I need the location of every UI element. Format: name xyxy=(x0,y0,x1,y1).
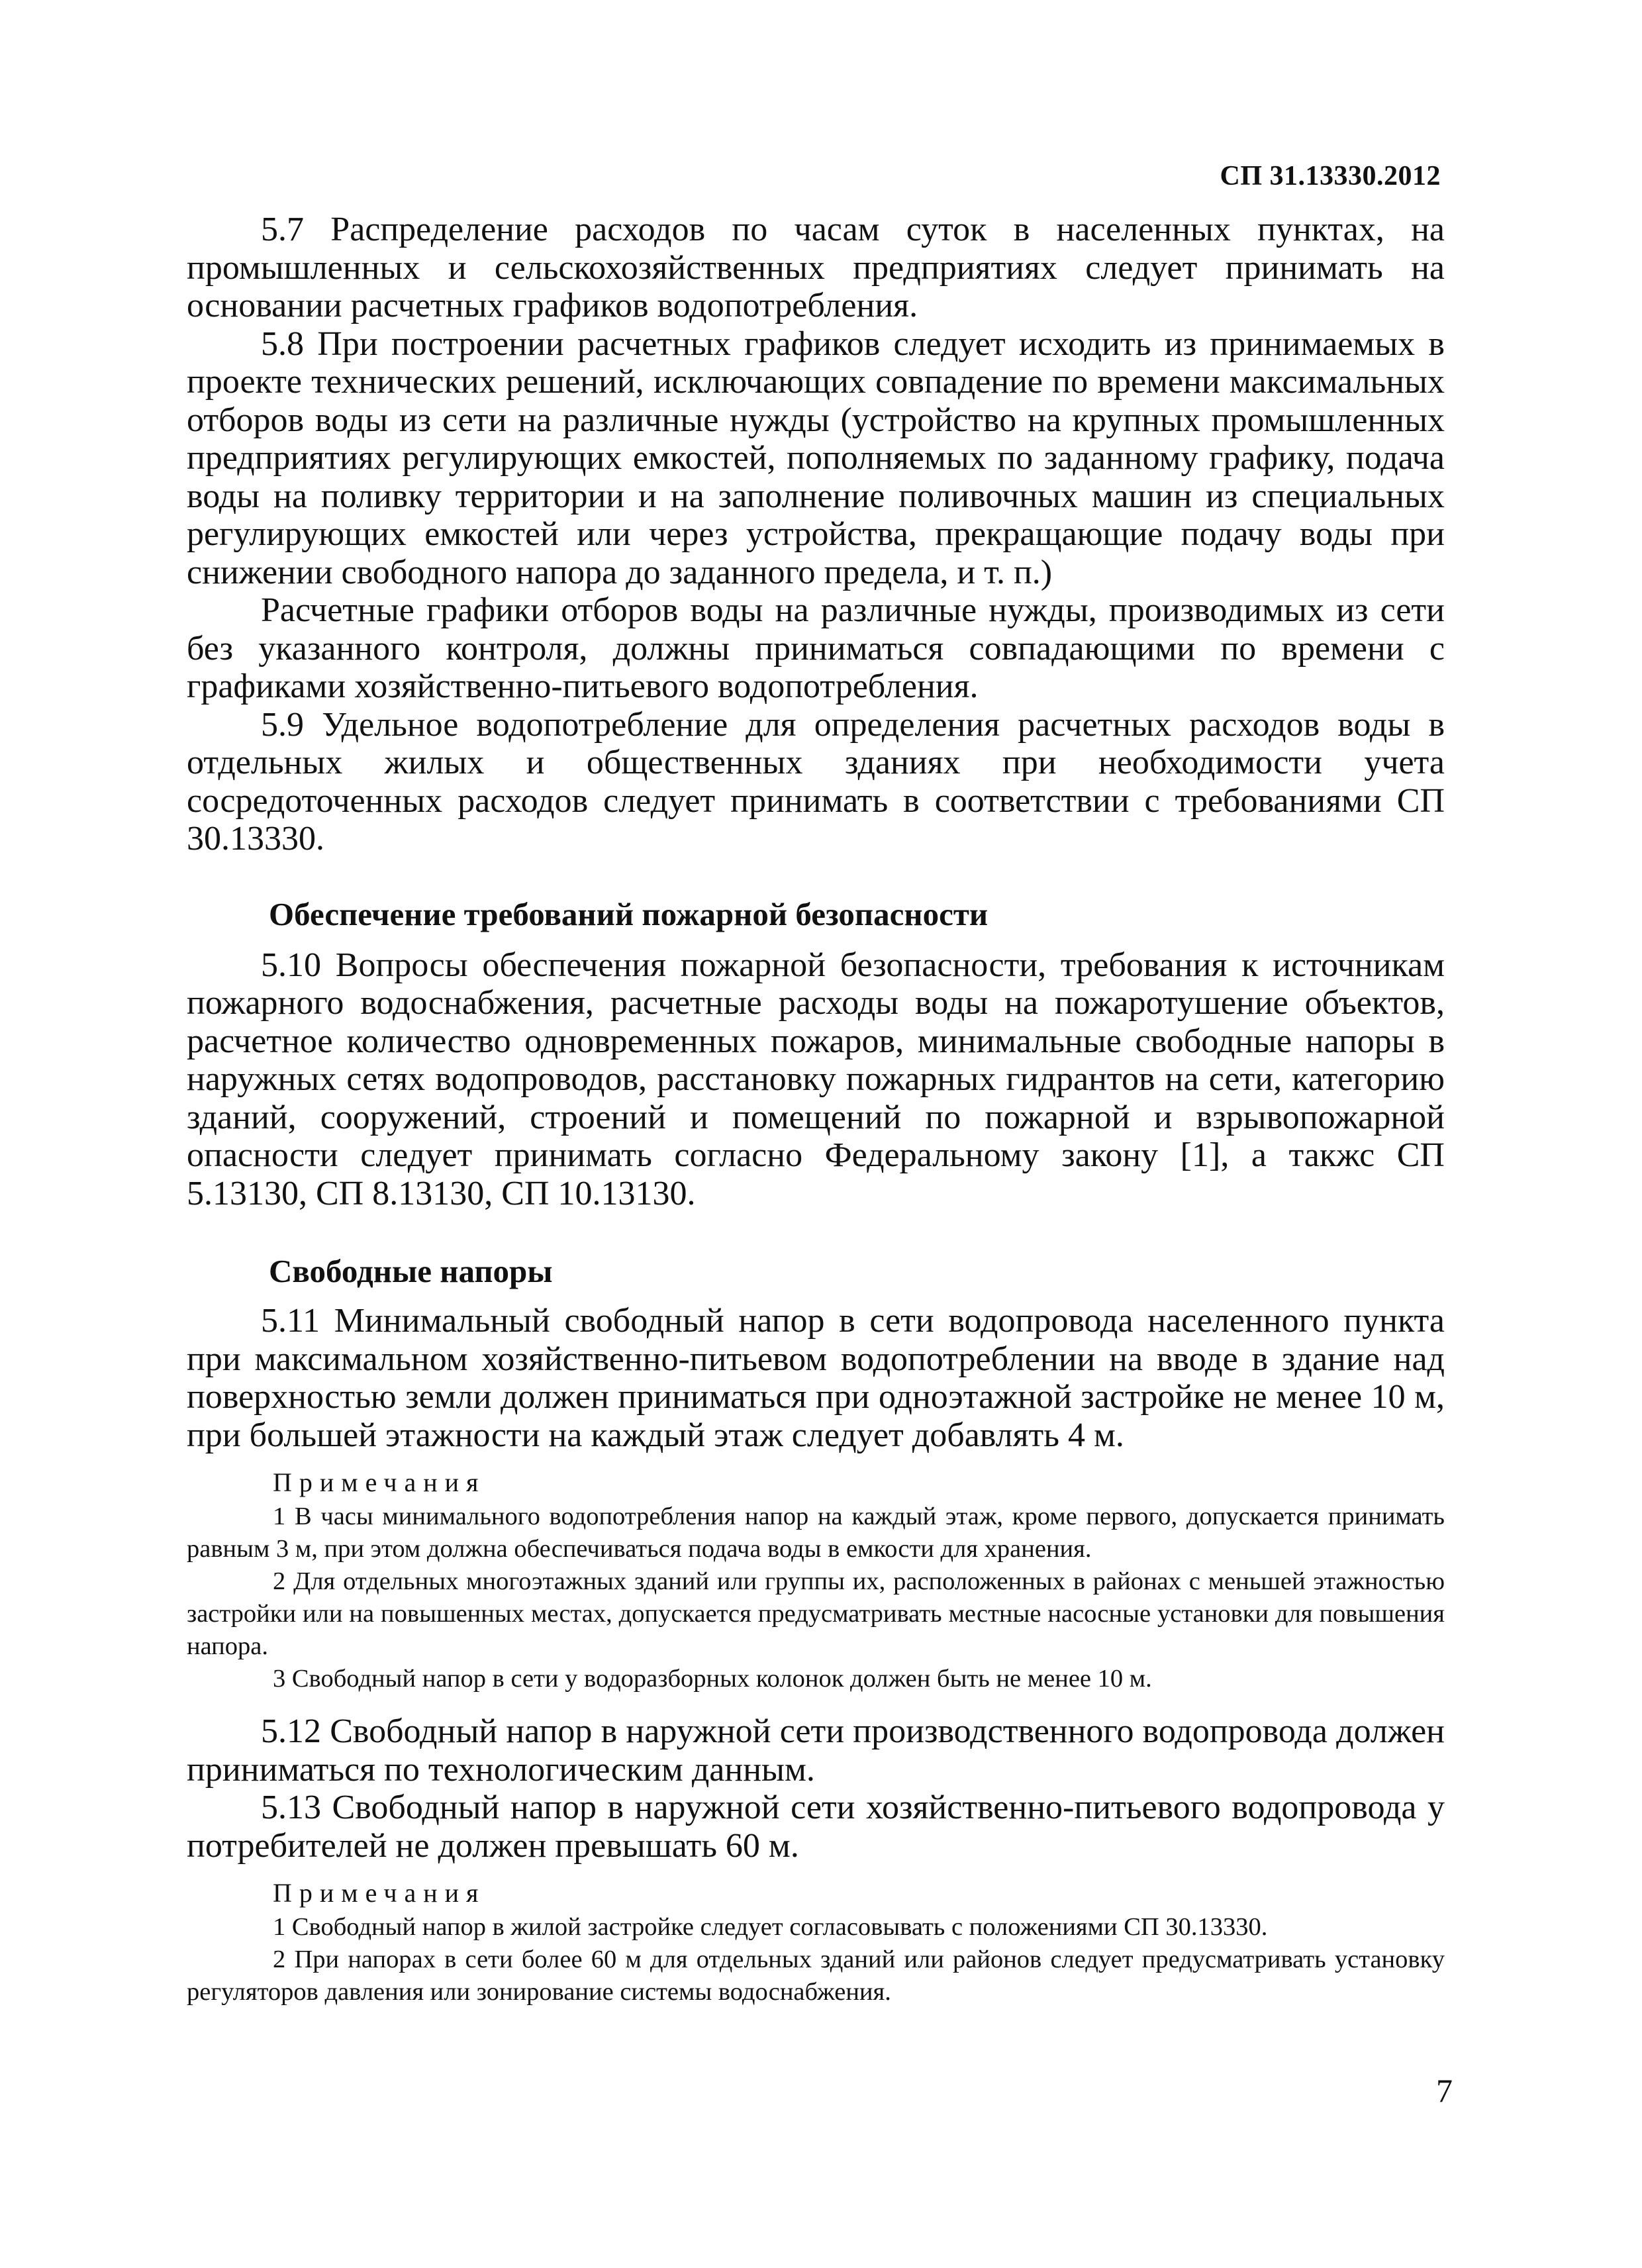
document-code: СП 31.13330.2012 xyxy=(1220,161,1441,191)
section-heading-free-pressure: Свободные напоры xyxy=(269,1253,553,1289)
paragraph-5-8-continued: Расчетные графики отборов воды на различные нужды, производимых из сети без указанного контроля, должны приниматься совпадающими по времени с графиками хозяйственно-питьевого водопотребления. xyxy=(187,591,1445,705)
note-item: 3 Свободный напор в сети у водоразборных колонок должен быть не менее 10 м. xyxy=(273,1665,1152,1693)
note-item: 2 При напорах в сети более 60 м для отдельных зданий или районов следует предусматривать установку регуляторов давления или зонирование системы водоснабжения. xyxy=(187,1946,1445,2006)
paragraph-5-10: 5.10 Вопросы обеспечения пожарной безопасности, требования к источникам пожарного водоснабжения, расчетные расходы воды на пожаротушение объектов, расчетное количество одновременных пожаров, минимальные свободные напоры в наружных сетях водопроводов, расстановку пожарных гидрантов на сети, категорию зданий, сооружений, строений и помещений по пожарной и взрывопожарной опасности следует принимать согласно Федеральному закону [1], а такжс СП 5.13130, СП 8.13130, СП 10.13130. xyxy=(187,946,1445,1212)
paragraph-5-8: 5.8 При построении расчетных графиков следует исходить из принимаемых в проекте технических решений, исключающих совпадение по времени максимальных отборов воды из сети на различные нужды (устройство на крупных промышленных предприятиях регулирующих емкостей, пополняемых по заданному графику, подача воды на поливку территории и на заполнение поливочных машин из специальных регулирующих емкостей или через устройства, прекращающие подачу воды при снижении свободного напора до заданного предела, и т. п.) xyxy=(187,324,1445,591)
notes-label: Примечания xyxy=(273,1467,486,1497)
notes-label: Примечания xyxy=(273,1878,486,1908)
paragraph-5-11: 5.11 Минимальный свободный напор в сети водопровода населенного пункта при максимальном хозяйственно-питьевом водопотреблении на вводе в здание над поверхностью земли должен приниматься при одноэтажной застройке не менее 10 м, при большей этажности на каждый этаж следует добавлять 4 м. xyxy=(187,1302,1445,1454)
paragraph-5-12: 5.12 Свободный напор в наружной сети производственного водопровода должен приниматься по технологическим данным. xyxy=(187,1712,1445,1789)
page-number: 7 xyxy=(1436,2072,1453,2109)
page-content xyxy=(187,211,1445,2008)
paragraph-5-13: 5.13 Свободный напор в наружной сети хозяйственно-питьевого водопровода у потребителей не должен превышать 60 м. xyxy=(187,1789,1445,1865)
note-item: 2 Для отдельных многоэтажных зданий или группы их, расположенных в районах с меньшей этажностью застройки или на повышенных местах, допускается предусматривать местные насосные установки для повышения напора. xyxy=(187,1567,1445,1660)
paragraph-5-7: 5.7 Распределение расходов по часам суток в населенных пунктах, на промышленных и сельскохозяйственных предприятиях следует принимать на основании расчетных графиков водопотребления. xyxy=(187,211,1445,324)
note-item: 1 В часы минимального водопотребления напор на каждый этаж, кроме первого, допускается принимать равным 3 м, при этом должна обеспечиваться подача воды в емкости для хранения. xyxy=(187,1503,1445,1563)
note-item: 1 Свободный напор в жилой застройке следует согласовывать с положениями СП 30.13330. xyxy=(273,1913,1268,1941)
section-heading-fire-safety: Обеспечение требований пожарной безопасности xyxy=(269,895,989,932)
paragraph-5-9: 5.9 Удельное водопотребление для определения расчетных расходов воды в отдельных жилых и общественных зданиях при необходимости учета сосредоточенных расходов следует принимать в соответствии с требованиями СП 30.13330. xyxy=(187,705,1445,858)
